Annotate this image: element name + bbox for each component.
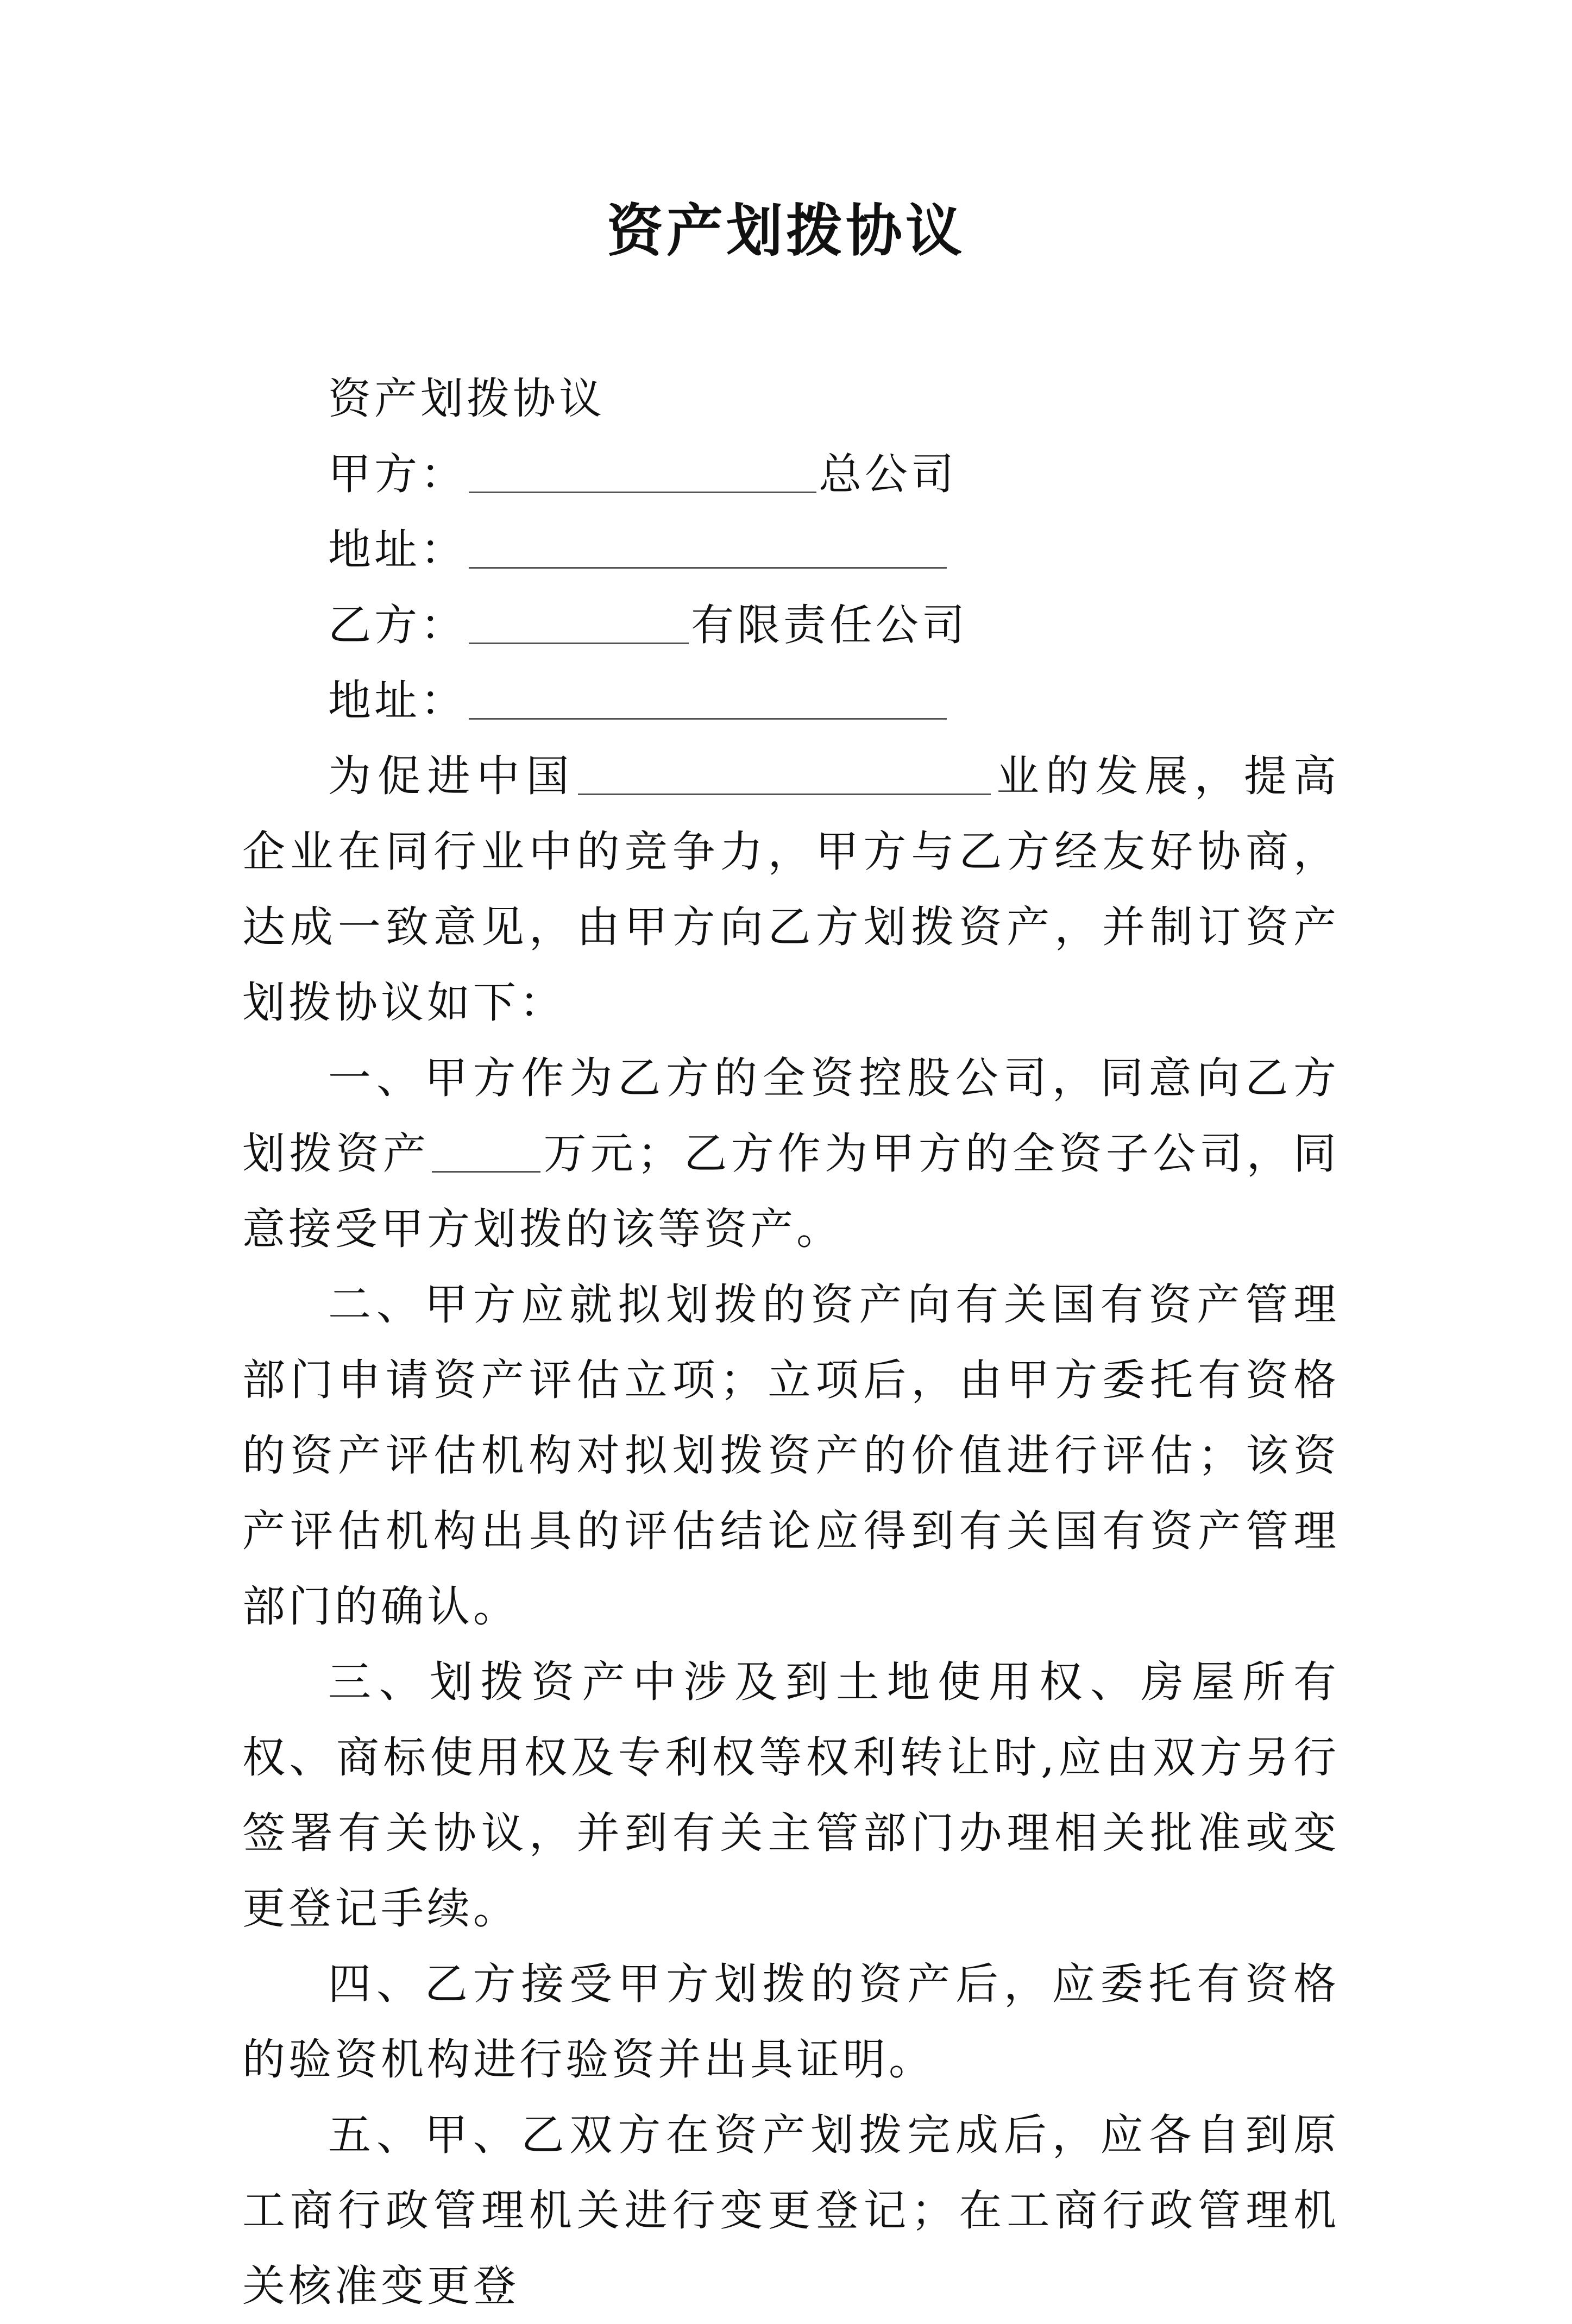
subtitle-line xyxy=(242,361,1340,437)
clause-1 xyxy=(242,1041,1340,1267)
clause-3: 三、划拨资产中涉及到土地使用权、房屋所有权、商标使用权及专利权等权利转让时,应由双方另行签署有关协议，并到有关主管部门办理相关批准或变更登记手续。 xyxy=(242,1657,1340,1933)
party-b-address-label: 地址： xyxy=(328,676,467,726)
party-b-suffix: 有限责任公司 xyxy=(691,600,968,650)
clause-1-suffix: 万元；乙方作为甲方的全资子公司，同意接受甲方划拨的该等资产。 xyxy=(242,1129,1340,1254)
document-title: 资产划拨协议 xyxy=(606,197,965,264)
party-a-address-label: 地址： xyxy=(328,525,467,575)
intro-prefix: 为促进中国 xyxy=(328,751,576,801)
clause-2: 二、甲方应就拟划拨的资产向有关国有资产管理部门申请资产评估立项；立项后，由甲方委托有资格的资产评估机构对拟划拨资产的价值进行评估；该资产评估机构出具的评估结论应得到有关国有资产管理部门的确认。 xyxy=(242,1280,1340,1632)
intro-paragraph xyxy=(242,739,1340,1041)
party-a-address-blank[interactable] xyxy=(469,533,947,569)
party-a-name-blank[interactable] xyxy=(469,458,816,493)
party-b-line xyxy=(242,588,1340,663)
party-a-label: 甲方： xyxy=(328,449,467,499)
clause-4: 四、乙方接受甲方划拨的资产后，应委托有资格的验资机构进行验资并出具证明。 xyxy=(242,1959,1340,2084)
party-b-address-blank[interactable] xyxy=(469,684,947,720)
party-a-suffix: 总公司 xyxy=(819,449,957,499)
party-b-address-line xyxy=(242,663,1340,739)
industry-blank[interactable] xyxy=(578,760,991,795)
party-a-address-line xyxy=(242,512,1340,588)
intro-suffix: 业的发展，提高企业在同行业中的竞争力，甲方与乙方经友好协商，达成一致意见，由甲方向乙方划拨资产，并制订资产划拨协议如下： xyxy=(242,751,1340,1028)
clause-5: 五、甲、乙双方在资产划拨完成后，应各自到原工商行政管理机关进行变更登记；在工商行政管理机关核准变更登 xyxy=(242,2110,1340,2311)
amount-blank[interactable] xyxy=(432,1137,540,1173)
party-b-label: 乙方： xyxy=(328,600,467,650)
subtitle-text: 资产划拨协议 xyxy=(328,374,605,424)
party-b-name-blank[interactable] xyxy=(469,609,689,644)
clause-1-prefix: 一、甲方作为乙方的全资控股公司，同意向乙方划拨资产 xyxy=(242,1053,1340,1179)
document-body xyxy=(242,361,1340,2324)
party-a-line xyxy=(242,437,1340,512)
